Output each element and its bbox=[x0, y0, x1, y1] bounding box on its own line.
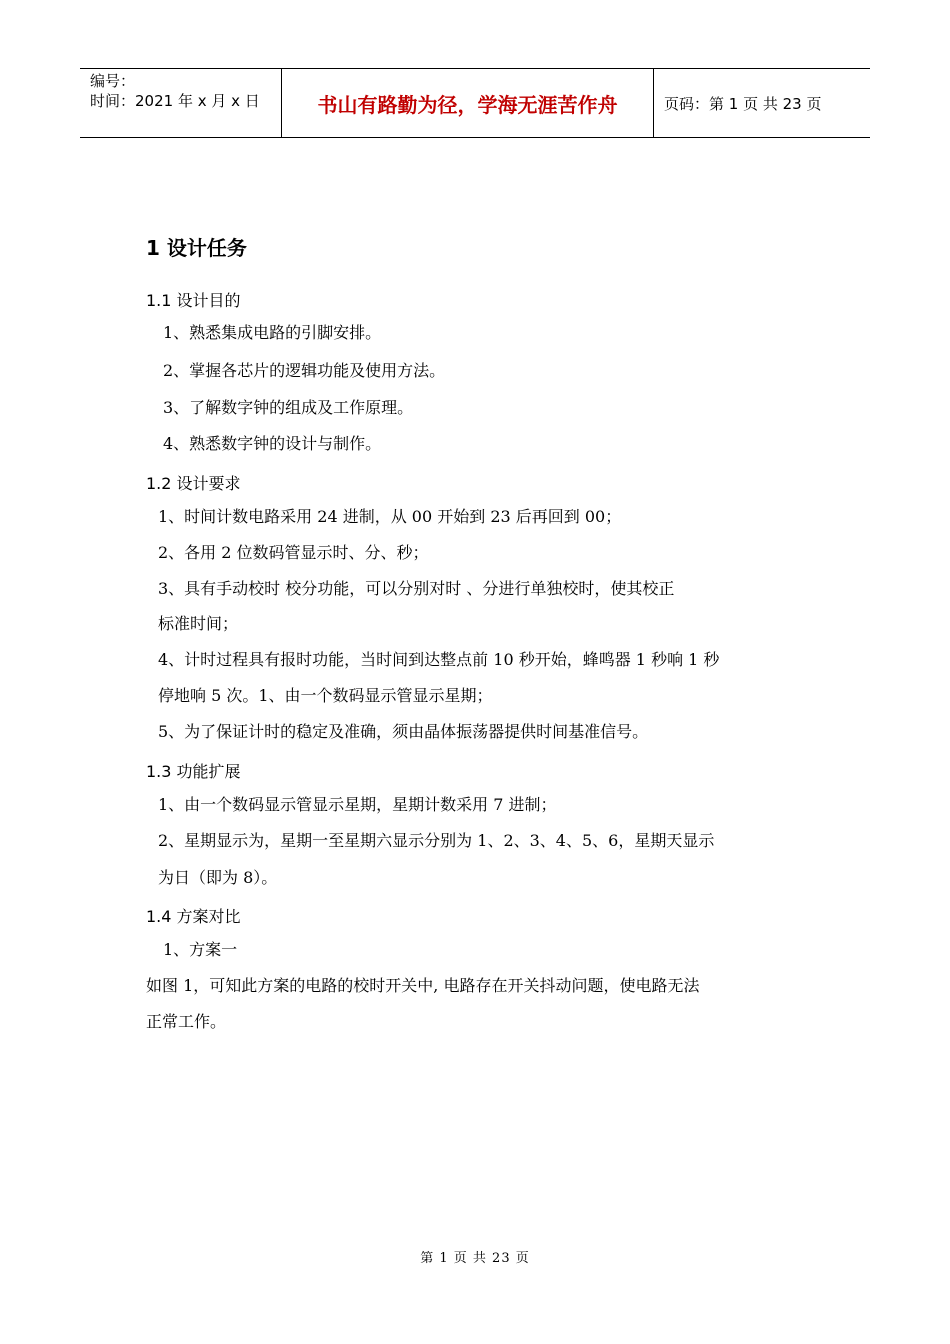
list-item-continuation: 标准时间； bbox=[158, 614, 239, 633]
header-time-label: 时间：2021 年 x 月 x 日 bbox=[90, 92, 260, 110]
list-item: 5、为了保证计时的稳定及准确，须由晶体振荡器提供时间基准信号。 bbox=[158, 722, 649, 741]
header-motto: 书山有路勤为径，学海无涯苦作舟 bbox=[317, 92, 618, 117]
header-page-label: 页码：第 1 页 共 23 页 bbox=[664, 95, 822, 113]
list-item: 1、方案一 bbox=[163, 940, 238, 959]
list-item: 2、星期显示为，星期一至星期六显示分别为 1、2、3、4、5、6，星期天显示 bbox=[158, 831, 715, 850]
section-heading: 1.1 设计目的 bbox=[146, 291, 241, 310]
header-divider bbox=[653, 69, 654, 137]
section-heading: 1.3 功能扩展 bbox=[146, 762, 241, 781]
list-item: 2、掌握各芯片的逻辑功能及使用方法。 bbox=[163, 361, 446, 380]
header-number-label: 编号： bbox=[90, 72, 136, 90]
list-item-continuation: 为日（即为 8）。 bbox=[158, 868, 278, 887]
header-meta bbox=[90, 71, 280, 111]
paragraph-line: 正常工作。 bbox=[146, 1012, 227, 1031]
list-item-continuation: 停地响 5 次。1、由一个数码显示管显示星期； bbox=[158, 686, 493, 705]
list-item: 2、各用 2 位数码管显示时、分、秒； bbox=[158, 543, 429, 562]
page-header bbox=[80, 68, 870, 138]
list-item: 1、由一个数码显示管显示星期，星期计数采用 7 进制； bbox=[158, 795, 557, 814]
list-item: 1、时间计数电路采用 24 进制，从 00 开始到 23 后再回到 00； bbox=[158, 507, 622, 526]
page-footer: 第 1 页 共 23 页 bbox=[420, 1251, 530, 1266]
list-item: 1、熟悉集成电路的引脚安排。 bbox=[163, 323, 382, 342]
list-item: 3、具有手动校时 校分功能，可以分别对时 、分进行单独校时，使其校正 bbox=[158, 579, 675, 598]
list-item: 4、熟悉数字钟的设计与制作。 bbox=[163, 434, 382, 453]
section-heading: 1.2 设计要求 bbox=[146, 474, 241, 493]
section-title: 1 设计任务 bbox=[146, 236, 247, 260]
list-item: 3、了解数字钟的组成及工作原理。 bbox=[163, 398, 414, 417]
paragraph-line: 如图 1，可知此方案的电路的校时开关中, 电路存在开关抖动问题，使电路无法 bbox=[146, 976, 700, 995]
list-item: 4、计时过程具有报时功能，当时间到达整点前 10 秒开始，蜂鸣器 1 秒响 1 秒 bbox=[158, 650, 720, 669]
section-heading: 1.4 方案对比 bbox=[146, 907, 241, 926]
